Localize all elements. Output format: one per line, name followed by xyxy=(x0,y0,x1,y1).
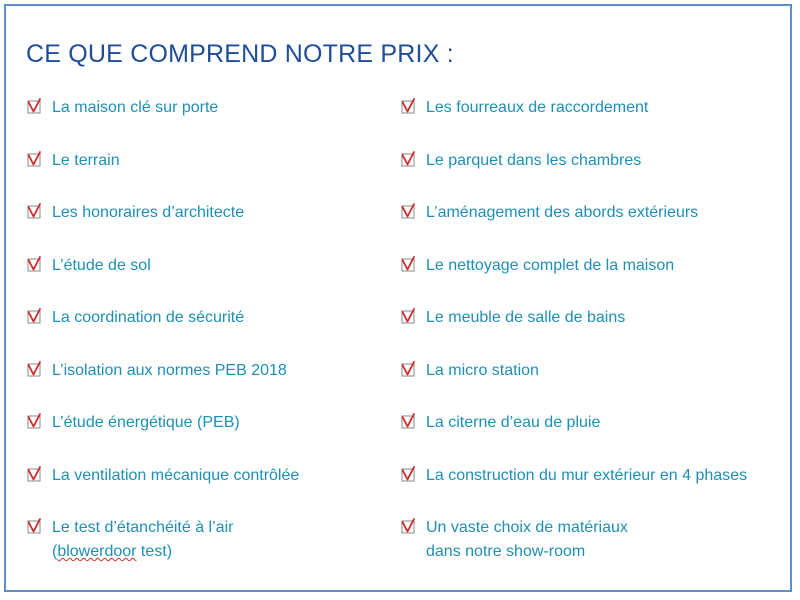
list-item-label: L’aménagement des abords extérieurs xyxy=(426,204,699,221)
list-item xyxy=(400,254,747,307)
checkbox-checked-icon xyxy=(26,203,42,219)
spellcheck-word: blowerdoor xyxy=(57,543,137,560)
list-item-label: Un vaste choix de matériaux dans notre show-room xyxy=(426,519,628,560)
checkbox-checked-icon xyxy=(400,151,416,167)
list-item xyxy=(26,254,299,307)
list-item xyxy=(400,96,747,149)
list-item-label: L’étude énergétique (PEB) xyxy=(52,414,240,431)
checkbox-checked-icon xyxy=(400,466,416,482)
right-list xyxy=(400,96,747,569)
checkbox-checked-icon xyxy=(26,151,42,167)
list-item-label: La citerne d’eau de pluie xyxy=(426,414,601,431)
price-panel xyxy=(4,4,792,592)
checkbox-checked-icon xyxy=(26,308,42,324)
list-item-label: Les honoraires d’architecte xyxy=(52,204,245,221)
list-item xyxy=(26,201,299,254)
page-title: CE QUE COMPREND NOTRE PRIX : xyxy=(26,40,454,68)
checkbox-checked-icon xyxy=(400,98,416,114)
list-item xyxy=(26,516,299,569)
checkbox-checked-icon xyxy=(400,361,416,377)
list-item-line1: Le test d’étanchéité à l’air xyxy=(52,519,234,536)
list-item-label xyxy=(52,516,299,564)
list-item-label: Les fourreaux de raccordement xyxy=(426,99,649,116)
list-item xyxy=(400,201,747,254)
list-item-label: L’étude de sol xyxy=(52,256,151,274)
list-item xyxy=(26,96,299,149)
list-item-label: Le terrain xyxy=(52,151,120,169)
list-item-label: La maison clé sur porte xyxy=(52,99,219,116)
list-item-line2-prefix: ( xyxy=(52,543,58,560)
list-item-label: L’isolation aux normes PEB 2018 xyxy=(52,361,287,379)
list-item-label: Le meuble de salle de bains xyxy=(426,309,626,326)
list-item-line2-suffix: test) xyxy=(136,543,173,560)
list-item xyxy=(26,359,299,412)
list-item xyxy=(26,149,299,202)
checkbox-checked-icon xyxy=(26,466,42,482)
checkbox-checked-icon xyxy=(400,256,416,272)
checkbox-checked-icon xyxy=(400,518,416,534)
list-item-label: La coordination de sécurité xyxy=(52,309,245,326)
list-item xyxy=(400,149,747,202)
list-item xyxy=(26,411,299,464)
checkbox-checked-icon xyxy=(26,256,42,272)
checkbox-checked-icon xyxy=(400,308,416,324)
list-item-label: La construction du mur extérieur en 4 phases xyxy=(426,466,748,484)
list-item-label: Le parquet dans les chambres xyxy=(426,151,642,169)
list-item xyxy=(400,359,747,412)
list-item xyxy=(400,516,747,569)
list-item xyxy=(400,411,747,464)
list-item xyxy=(400,306,747,359)
list-item-label: La ventilation mécanique contrôlée xyxy=(52,466,300,484)
checkbox-checked-icon xyxy=(26,518,42,534)
list-item xyxy=(400,464,747,517)
checkbox-checked-icon xyxy=(26,413,42,429)
list-item xyxy=(26,306,299,359)
list-item xyxy=(26,464,299,517)
checkbox-checked-icon xyxy=(400,413,416,429)
list-item-label: La micro station xyxy=(426,361,539,379)
checkbox-checked-icon xyxy=(400,203,416,219)
checkbox-checked-icon xyxy=(26,98,42,114)
left-list xyxy=(26,96,299,569)
list-item-label: Le nettoyage complet de la maison xyxy=(426,256,675,274)
checkbox-checked-icon xyxy=(26,361,42,377)
